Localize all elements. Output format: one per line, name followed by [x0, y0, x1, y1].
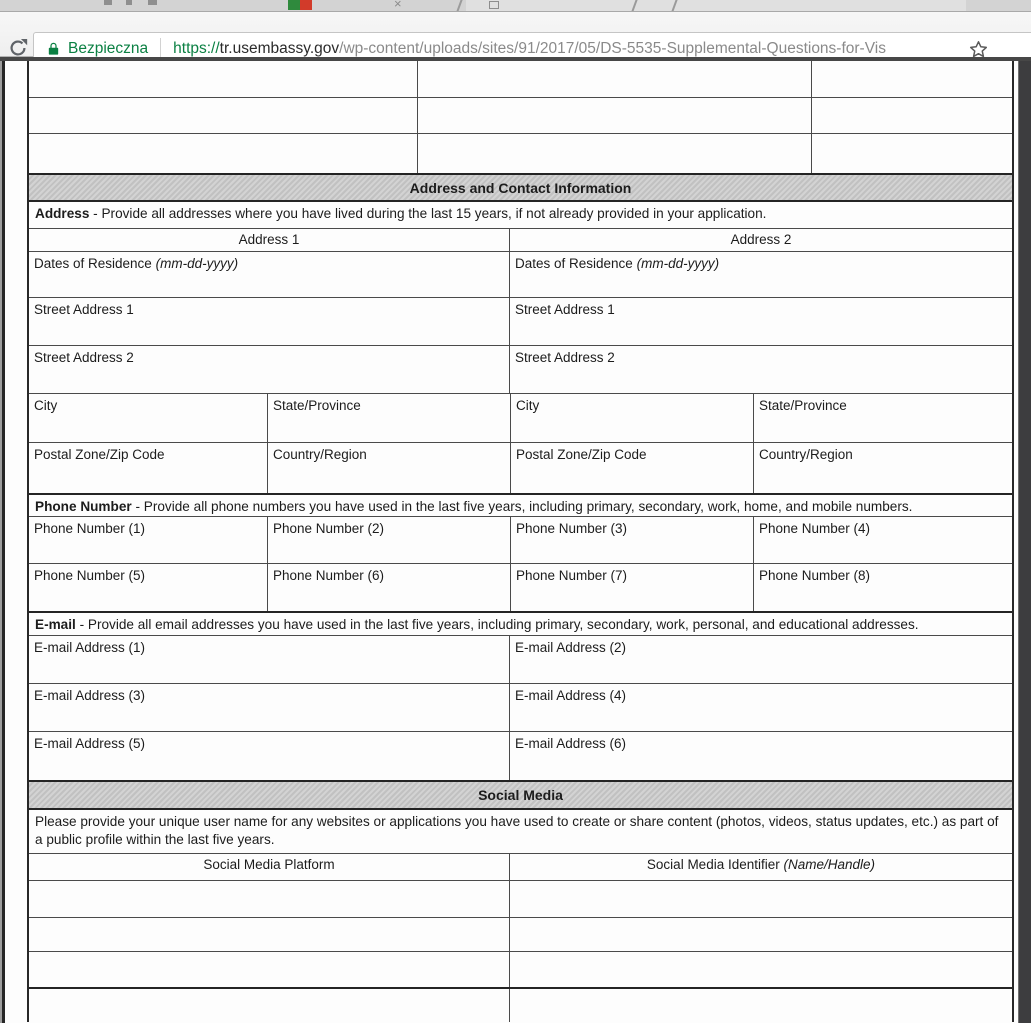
street-address1-1-field — [29, 298, 510, 345]
field-label: Phone Number (7) — [516, 568, 628, 583]
street2-row — [29, 345, 1012, 393]
field-label: Phone Number (1) — [34, 521, 146, 536]
address-column-headers — [29, 228, 1012, 251]
field-label: State/Province — [273, 398, 361, 413]
phone-7-field — [511, 564, 754, 611]
social-platform-header: Social Media Platform — [29, 854, 510, 880]
url-text[interactable] — [173, 40, 1031, 58]
email-intro — [29, 613, 1012, 635]
tab-close-icon[interactable]: × — [394, 0, 402, 11]
email-intro-row — [29, 611, 1012, 635]
country-2-field — [754, 443, 1012, 493]
email-4-field — [510, 684, 1012, 731]
viewer-background — [1018, 61, 1031, 1023]
url-path: /wp-content/uploads/sites/91/2017/05/DS-5535-Supplemental-Questions-for-Vis — [339, 39, 886, 57]
dates-row — [29, 251, 1012, 297]
empty-cell — [812, 134, 1012, 173]
phone-intro-lead: Phone Number — [35, 499, 132, 514]
field-label: Phone Number (5) — [34, 568, 146, 583]
phone-8-field — [754, 564, 1012, 611]
email-intro-rest: - Provide all email addresses you have used in the last five years, including primary, secondary, work, personal, and educational addresses. — [75, 617, 919, 632]
field-label: E-mail Address (1) — [34, 640, 146, 655]
field-label: Dates of Residence — [515, 256, 633, 271]
state-1-field — [268, 394, 511, 442]
field-label: Phone Number (6) — [273, 568, 385, 583]
social-entry-row — [29, 987, 1012, 1022]
street-address2-2-field — [510, 346, 1012, 393]
social-entry-row — [29, 880, 1012, 917]
social-identifier-cell — [510, 881, 1012, 917]
field-label: Street Address 2 — [515, 350, 615, 365]
active-tab[interactable] — [466, 0, 966, 12]
postal-country-row — [29, 442, 1012, 493]
phone-4-field — [754, 517, 1012, 563]
field-label: E-mail Address (4) — [515, 688, 627, 703]
dates-of-residence-1-field — [29, 252, 510, 297]
phone-3-field — [511, 517, 754, 563]
field-label: Phone Number (4) — [759, 521, 871, 536]
phone-intro-rest: - Provide all phone numbers you have used in the last five years, including primary, secondary, work, home, and mobile numbers. — [131, 499, 913, 514]
security-chip-label[interactable]: Bezpieczna — [68, 39, 149, 57]
postal-1-field — [29, 443, 268, 493]
section-header-social-media: Social Media — [29, 780, 1012, 808]
field-label: Country/Region — [273, 447, 367, 462]
field-label: Street Address 1 — [34, 302, 134, 317]
field-label: State/Province — [759, 398, 847, 413]
social-column-headers — [29, 853, 1012, 880]
email-2-field — [510, 636, 1012, 683]
social-instruction: Please provide your unique user name for any websites or applications you have used to create or share content (photos, videos, status updates, etc.) as part of a public profile within the last five years. — [35, 814, 999, 847]
email-1-field — [29, 636, 510, 683]
field-label: Phone Number (8) — [759, 568, 871, 583]
field-label: E-mail Address (3) — [34, 688, 146, 703]
email-intro-lead: E-mail — [35, 617, 76, 632]
empty-cell — [29, 134, 418, 173]
empty-cell — [418, 98, 812, 133]
social-platform-cell — [29, 918, 510, 951]
email-row-1 — [29, 635, 1012, 683]
field-label: Dates of Residence — [34, 256, 152, 271]
empty-cell — [812, 98, 1012, 133]
dates-of-residence-2-field — [510, 252, 1012, 297]
address-intro — [29, 202, 1012, 228]
field-label: Country/Region — [759, 447, 853, 462]
street-address1-2-field — [510, 298, 1012, 345]
address-intro-lead: Address — [35, 206, 90, 221]
city-2-field — [511, 394, 754, 442]
empty-cell — [29, 98, 418, 133]
pdf-favicon-icon — [288, 0, 312, 10]
tab-title-fragment — [148, 0, 157, 5]
field-label: Postal Zone/Zip Code — [516, 447, 647, 462]
phone-1-field — [29, 517, 268, 563]
field-hint: (mm-dd-yyyy) — [636, 256, 720, 271]
phone-2-field — [268, 517, 511, 563]
empty-cell — [29, 61, 418, 97]
email-3-field — [29, 684, 510, 731]
field-label: Phone Number (2) — [273, 521, 385, 536]
social-entry-row — [29, 951, 1012, 987]
address-intro-row — [29, 200, 1012, 228]
address1-header: Address 1 — [29, 229, 510, 251]
email-row-3 — [29, 731, 1012, 780]
reload-icon[interactable] — [7, 37, 29, 59]
field-label: E-mail Address (5) — [34, 736, 146, 751]
phone-intro — [29, 495, 1012, 516]
empty-cell — [418, 134, 812, 173]
document-page — [5, 61, 1018, 1023]
table-row — [29, 61, 1012, 97]
pdf-viewer — [0, 57, 1031, 1023]
section-header-address-contact: Address and Contact Information — [29, 173, 1012, 200]
city-state-row — [29, 393, 1012, 442]
social-platform-cell — [29, 952, 510, 987]
browser-toolbar — [0, 12, 1031, 57]
field-label: E-mail Address (6) — [515, 736, 627, 751]
form-table — [27, 61, 1014, 1022]
address-intro-rest: - Provide all addresses where you have lived during the last 15 years, if not already provided in your application. — [89, 206, 767, 221]
social-platform-cell — [29, 881, 510, 917]
social-identifier-header — [510, 854, 1012, 880]
url-scheme: https:// — [173, 39, 220, 57]
tab-favicon-placeholder-icon — [489, 1, 499, 9]
phone-row-1 — [29, 516, 1012, 563]
empty-cell — [418, 61, 812, 97]
social-identifier-cell — [510, 918, 1012, 951]
city-1-field — [29, 394, 268, 442]
street1-row — [29, 297, 1012, 345]
social-identifier-cell — [510, 989, 1012, 1022]
address2-header: Address 2 — [730, 232, 792, 247]
tab-strip — [0, 0, 1031, 12]
padlock-icon[interactable] — [46, 41, 61, 57]
country-1-field — [268, 443, 511, 493]
empty-cell — [812, 61, 1012, 97]
state-2-field — [754, 394, 1012, 442]
field-label: City — [516, 398, 540, 413]
email-5-field — [29, 732, 510, 780]
postal-2-field — [511, 443, 754, 493]
field-label: Postal Zone/Zip Code — [34, 447, 165, 462]
tab-title-fragment — [104, 0, 112, 5]
email-6-field — [510, 732, 1012, 780]
header-label: Social Media Identifier — [646, 857, 780, 872]
table-row — [29, 133, 1012, 173]
field-label: Street Address 1 — [515, 302, 615, 317]
field-label: Phone Number (3) — [516, 521, 628, 536]
social-entry-row — [29, 917, 1012, 951]
phone-intro-row — [29, 493, 1012, 516]
field-label: E-mail Address (2) — [515, 640, 627, 655]
field-label: Street Address 2 — [34, 350, 134, 365]
header-hint: (Name/Handle) — [783, 857, 876, 872]
field-hint: (mm-dd-yyyy) — [155, 256, 239, 271]
url-domain: tr.usembassy.gov — [219, 39, 340, 57]
phone-6-field — [268, 564, 511, 611]
phone-row-2 — [29, 563, 1012, 611]
social-platform-cell — [29, 989, 510, 1022]
email-row-2 — [29, 683, 1012, 731]
social-identifier-cell — [510, 952, 1012, 987]
phone-5-field — [29, 564, 268, 611]
social-instruction-row — [29, 808, 1012, 853]
table-row — [29, 97, 1012, 133]
field-label: City — [34, 398, 58, 413]
tab-edge — [455, 0, 463, 12]
street-address2-1-field — [29, 346, 510, 393]
tab-title-fragment — [126, 0, 132, 5]
